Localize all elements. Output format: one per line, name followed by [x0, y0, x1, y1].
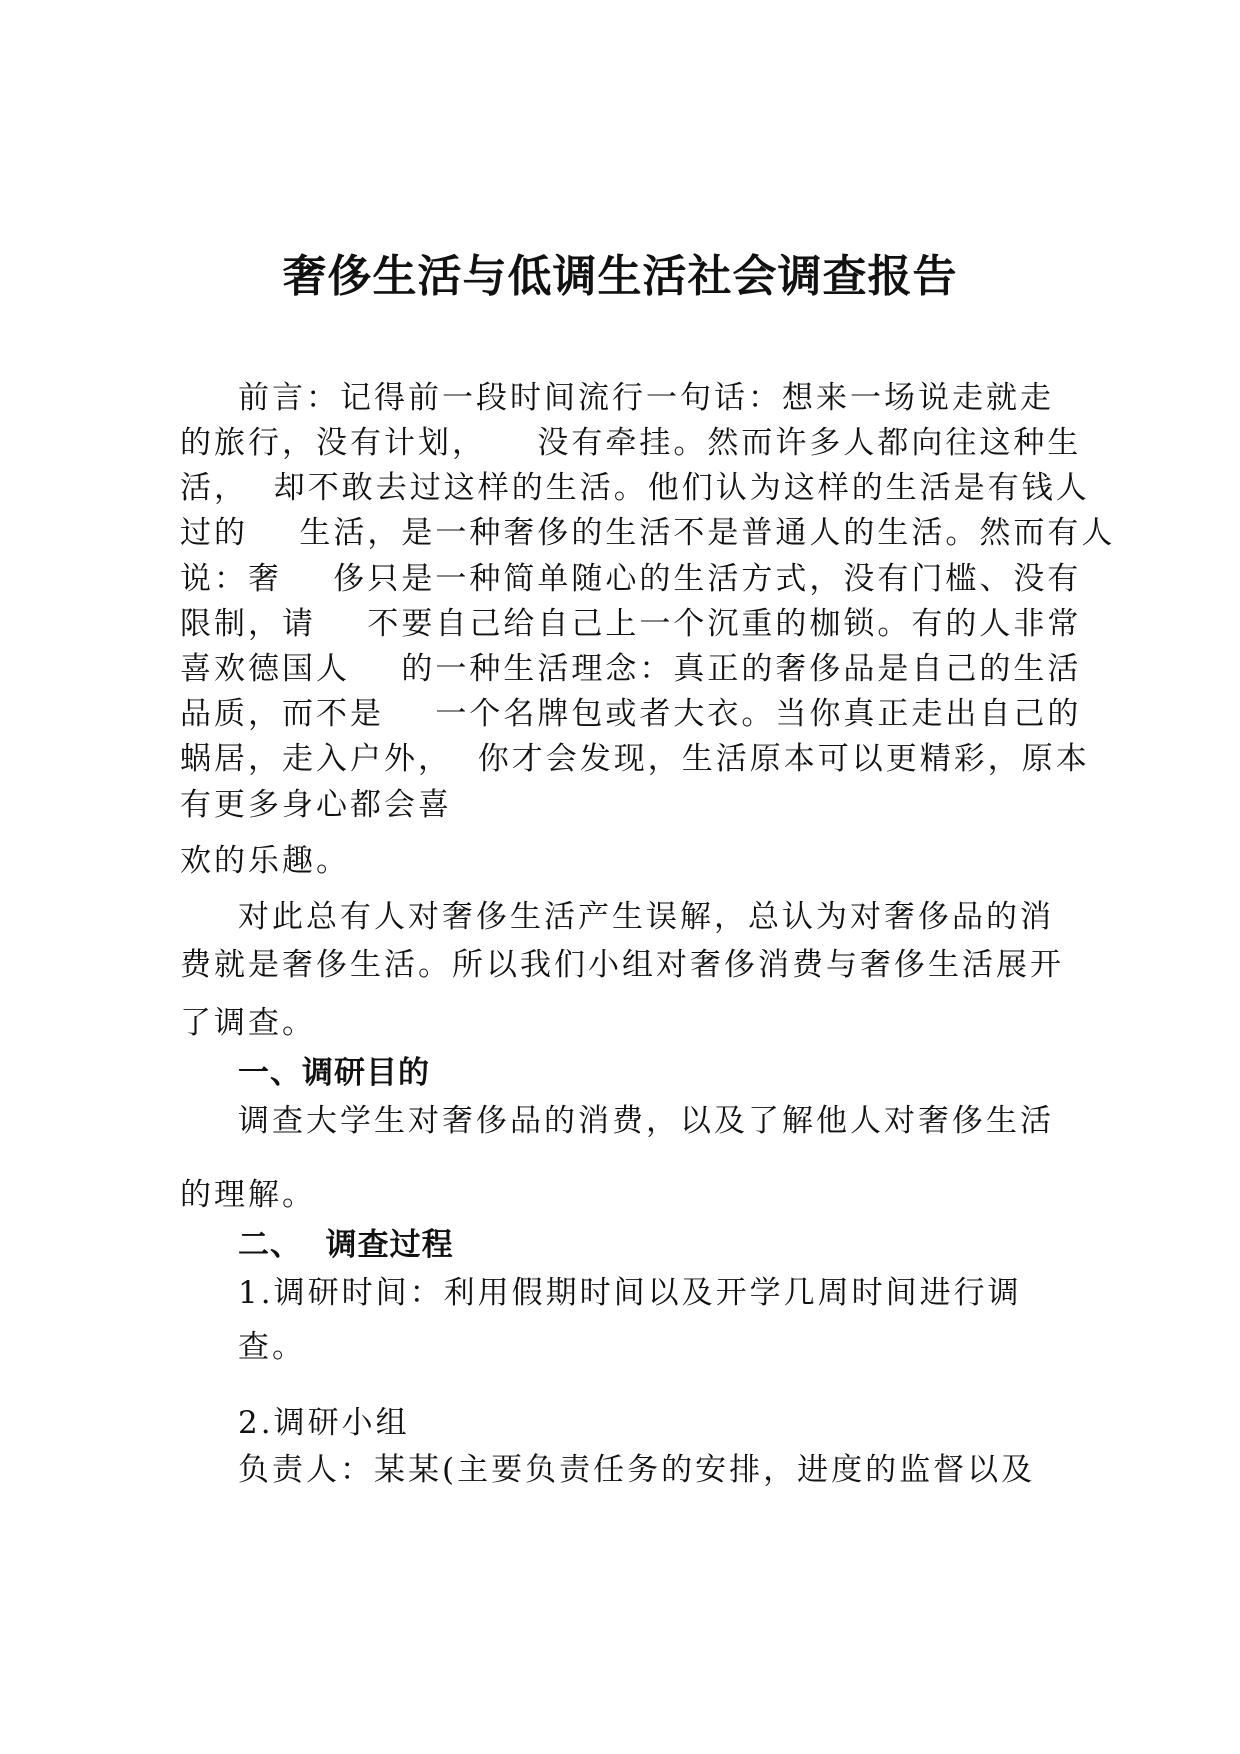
- preface-line: 说：奢 侈只是一种简单随心的生活方式，没有门槛、没有: [180, 561, 1082, 597]
- preface-line: 前言：记得前一段时间流行一句话：想来一场说走就走: [238, 380, 1054, 416]
- paragraph-line: 费就是奢侈生活。所以我们小组对奢侈消费与奢侈生活展开: [180, 947, 1064, 983]
- preface-line: 活， 却不敢去过这样的生活。他们认为这样的生活是有钱人: [180, 470, 1090, 506]
- paragraph-line: 了调查。: [180, 1005, 316, 1041]
- paragraph-line: 的理解。: [180, 1177, 316, 1213]
- preface-line: 有更多身心都会喜: [180, 787, 452, 823]
- preface-tail: 欢的乐趣。: [180, 843, 350, 879]
- preface-line: 品质，而不是 一个名牌包或者大衣。当你真正走出自己的: [180, 696, 1082, 732]
- section-heading: 一、调研目的: [238, 1055, 430, 1091]
- list-item-line: 负责人：某某(主要负责任务的安排，进度的监督以及: [238, 1452, 1036, 1488]
- preface-line: 喜欢德国人 的一种生活理念：真正的奢侈品是自己的生活: [180, 651, 1082, 687]
- preface-line: 过的 生活，是一种奢侈的生活不是普通人的生活。然而有人: [180, 515, 1116, 551]
- paragraph-line: 对此总有人对奢侈生活产生误解，总认为对奢侈品的消: [238, 899, 1054, 935]
- preface-line: 的旅行，没有计划， 没有牵挂。然而许多人都向往这种生: [180, 425, 1082, 461]
- list-item-title: 2.调研小组: [238, 1405, 410, 1441]
- paragraph-line: 调查大学生对奢侈品的消费，以及了解他人对奢侈生活: [238, 1103, 1054, 1139]
- document-title: 奢侈生活与低调生活社会调查报告: [282, 251, 958, 302]
- list-item-line: 查。: [238, 1329, 306, 1365]
- list-item-line: 1.调研时间：利用假期时间以及开学几周时间进行调: [238, 1275, 1022, 1311]
- section-heading: 二、 调查过程: [238, 1227, 454, 1263]
- preface-line: 蜗居，走入户外， 你才会发现，生活原本可以更精彩，原本: [180, 741, 1090, 777]
- preface-line: 限制，请 不要自己给自己上一个沉重的枷锁。有的人非常: [180, 606, 1082, 642]
